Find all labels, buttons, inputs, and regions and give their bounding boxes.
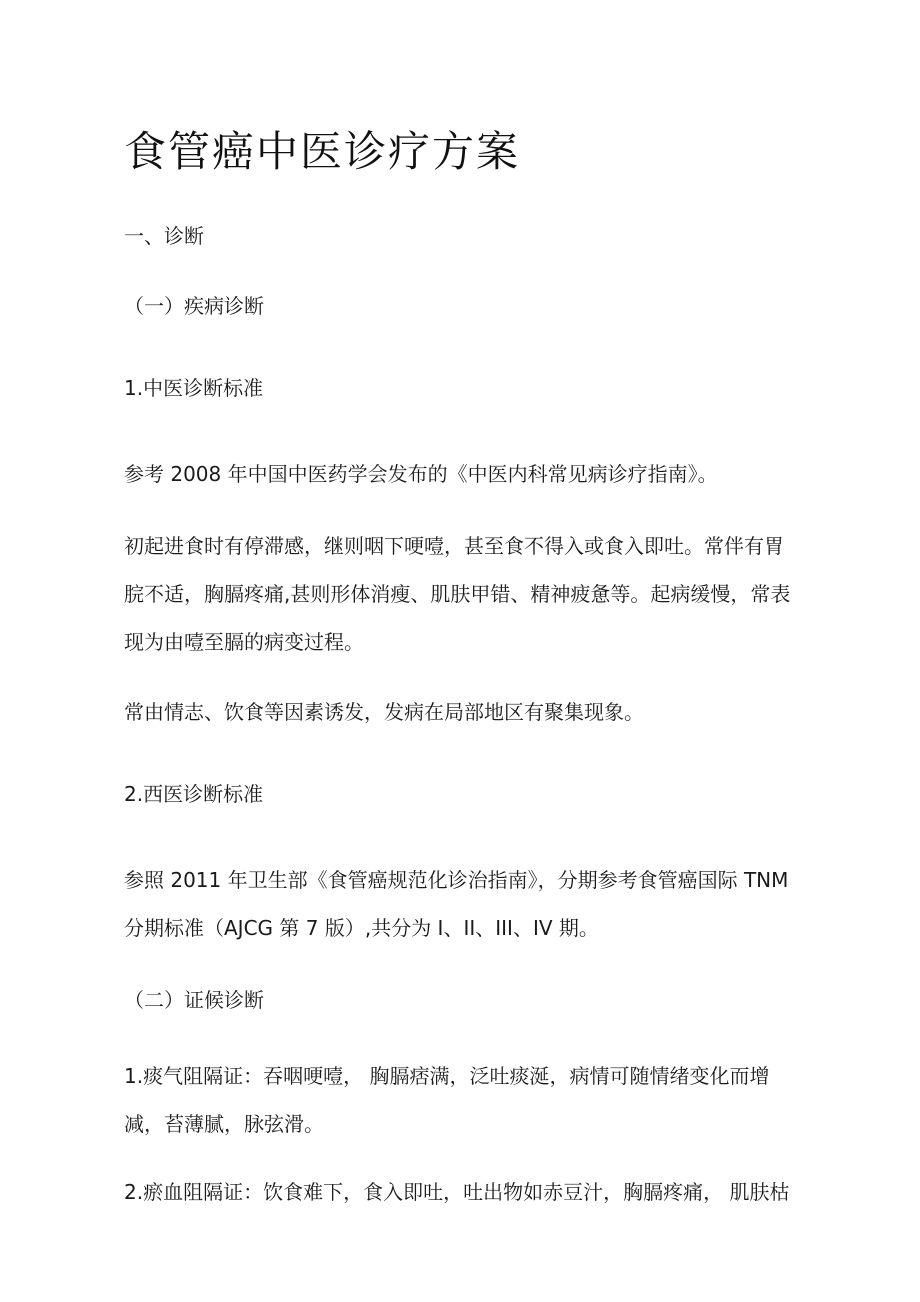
paragraph-line: 参照 2011 年卫生部《食管癌规范化诊治指南》，分期参考食管癌国际 TNM xyxy=(124,868,789,892)
heading-tcm-criteria: 1.中医诊断标准 xyxy=(124,376,264,400)
paragraph-line: 分期标准（AJCG 第 7 版）,共分为 I、II、III、IV 期。 xyxy=(124,916,599,940)
paragraph-western xyxy=(124,856,814,952)
heading-syndrome-diagnosis: （二）证候诊断 xyxy=(124,988,264,1012)
paragraph-line: 初起进食时有停滞感，继则咽下哽噎，甚至食不得入或食入即吐。常伴有胃 xyxy=(124,534,784,558)
paragraph-triggers: 常由情志、饮食等因素诱发，发病在局部地区有聚集现象。 xyxy=(124,700,644,724)
heading-diagnosis: 一、诊断 xyxy=(124,224,204,248)
paragraph-line: 现为由噎至膈的病变过程。 xyxy=(124,630,364,654)
paragraph-symptoms xyxy=(124,522,814,666)
paragraph-line: 脘不适，胸膈疼痛,甚则形体消瘦、肌肤甲错、精神疲惫等。起病缓慢，常表 xyxy=(124,582,791,606)
heading-western-criteria: 2.西医诊断标准 xyxy=(124,782,264,806)
paragraph-reference: 参考 2008 年中国中医药学会发布的《中医内科常见病诊疗指南》。 xyxy=(124,462,718,486)
paragraph-line: 2.瘀血阻隔证：饮食难下，食入即吐，吐出物如赤豆汁，胸膈疼痛， 肌肤枯 xyxy=(124,1180,790,1204)
paragraph-blood-stasis xyxy=(124,1168,814,1216)
paragraph-line: 减，苔薄腻，脉弦滑。 xyxy=(124,1112,324,1136)
paragraph-phlegm-qi xyxy=(124,1052,814,1148)
document-title: 食管癌中医诊疗方案 xyxy=(124,127,521,176)
heading-disease-diagnosis: （一）疾病诊断 xyxy=(124,294,264,318)
paragraph-line: 1.痰气阻隔证：吞咽哽噎， 胸膈痞满，泛吐痰涎，病情可随情绪变化而增 xyxy=(124,1064,770,1088)
